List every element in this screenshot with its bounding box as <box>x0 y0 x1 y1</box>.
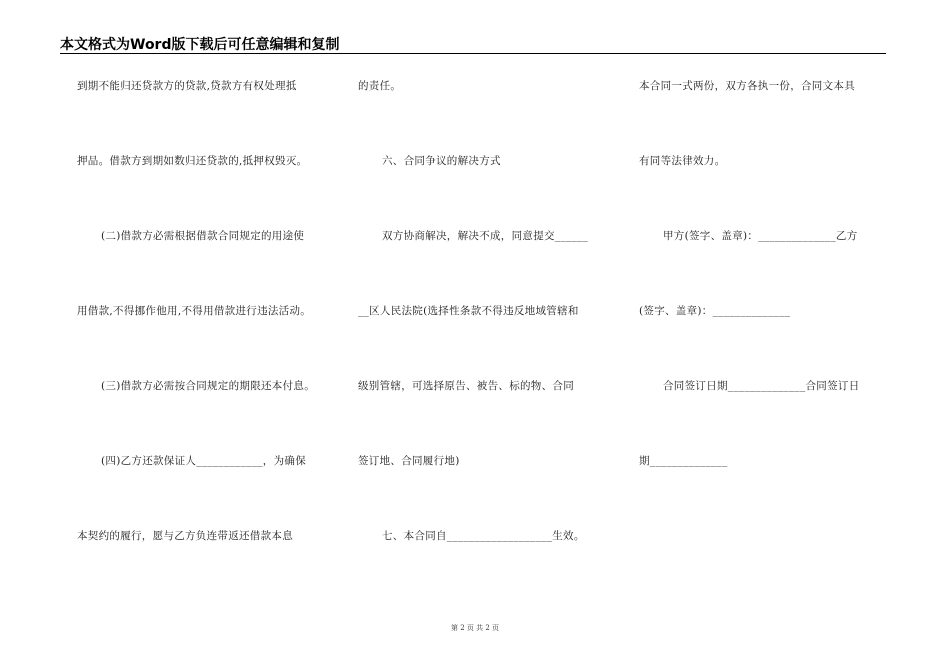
section-heading: 七、本合同自___________________生效。 <box>382 530 585 542</box>
text-line: 本合同一式两份，双方各执一份，合同文本具 <box>639 80 855 92</box>
text-line: 双方协商解决，解决不成，同意提交______ <box>382 230 589 242</box>
section-heading: 六、合同争议的解决方式 <box>382 155 501 167</box>
document-header-title: 本文格式为Word版下载后可任意编辑和复制 <box>60 37 340 53</box>
text-line: (四)乙方还款保证人____________，为确保 <box>101 455 306 467</box>
text-column-1 <box>77 0 339 672</box>
page-number: 第 2 页 共 2 页 <box>450 624 500 632</box>
signing-date-line: 合同签订日期______________合同签订日 <box>663 380 860 392</box>
text-line: 有同等法律效力。 <box>639 155 726 167</box>
text-line: 签订地、合同履行地) <box>358 455 460 467</box>
text-line: 的责任。 <box>358 80 402 92</box>
signing-date-line: 期______________ <box>639 455 728 467</box>
text-line: (三)借款方必需按合同规定的期限还本付息。 <box>101 380 315 392</box>
text-line: 本契约的履行，愿与乙方负连带返还借款本息 <box>77 530 293 542</box>
text-line: __区人民法院(选择性条款不得违反地域管辖和 <box>358 305 579 317</box>
text-column-2 <box>358 0 616 672</box>
text-line: (二)借款方必需根据借款合同规定的用途使 <box>101 230 305 242</box>
text-line: 到期不能归还贷款方的贷款,贷款方有权处理抵 <box>77 80 297 92</box>
text-line: 级别管辖，可选择原告、被告、标的物、合同 <box>358 380 574 392</box>
text-column-3 <box>639 0 889 672</box>
signature-line: 甲方(签字、盖章)：______________乙方 <box>663 230 858 242</box>
text-line: 用借款,不得挪作他用,不得用借款进行违法活动。 <box>77 305 312 317</box>
text-line: 押品。借款方到期如数归还贷款的,抵押权毁灭。 <box>77 155 308 167</box>
signature-line: (签字、盖章)：______________ <box>639 305 791 317</box>
